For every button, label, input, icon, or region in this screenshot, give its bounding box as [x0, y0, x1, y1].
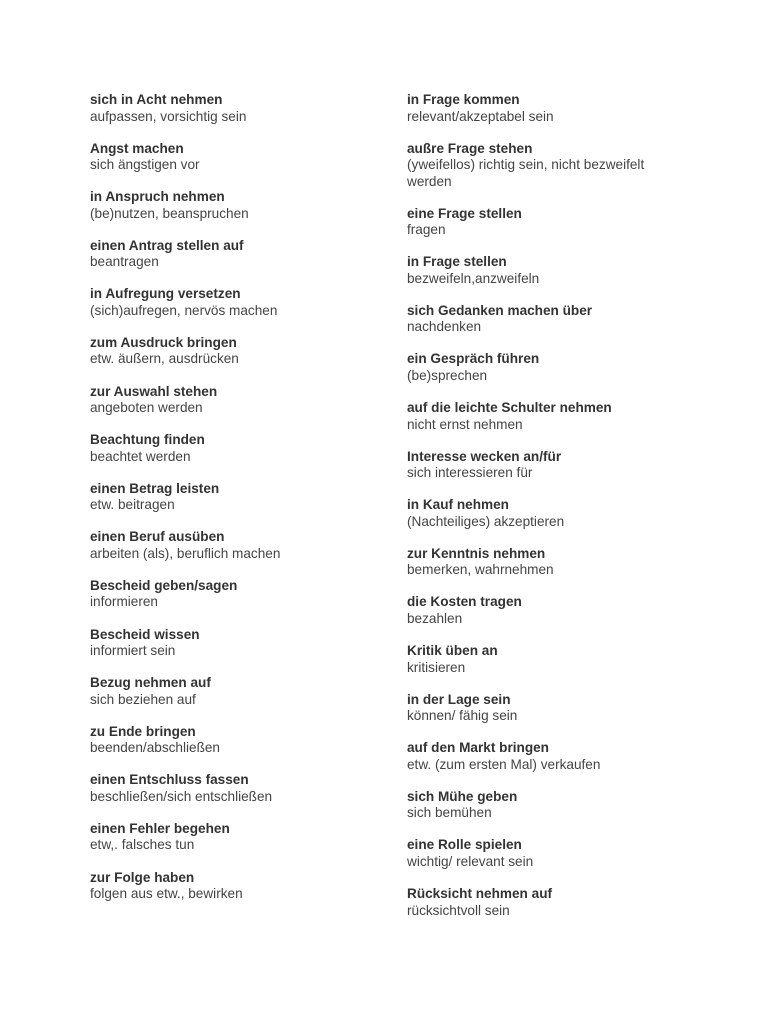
- vocab-entry: [90, 724, 390, 757]
- vocab-entry: [90, 481, 390, 514]
- entry-term: Bezug nehmen auf: [90, 675, 211, 691]
- left-column: [90, 92, 390, 918]
- entry-meaning: sich ängstigen vor: [90, 157, 200, 173]
- entry-term: zur Folge haben: [90, 869, 195, 885]
- entry-term: einen Antrag stellen auf: [90, 237, 244, 253]
- entry-meaning: beschließen/sich entschließen: [90, 788, 273, 804]
- entry-meaning: informiert sein: [90, 643, 176, 659]
- vocab-entry: [90, 189, 390, 222]
- vocab-entry: [407, 643, 707, 676]
- vocab-entry: [407, 400, 707, 433]
- entry-meaning: etw,. falsches tun: [90, 837, 195, 853]
- entry-term: Rücksicht nehmen auf: [407, 886, 553, 901]
- entry-term: Bescheid geben/sagen: [90, 577, 238, 593]
- entry-meaning: (be)nutzen, beanspruchen: [90, 205, 249, 221]
- entry-meaning: arbeiten (als), beruflich machen: [90, 545, 281, 561]
- vocab-entry: [407, 92, 707, 125]
- vocab-entry: [407, 740, 707, 773]
- vocab-entry: [407, 141, 707, 191]
- entry-meaning: bezahlen: [407, 610, 463, 626]
- vocab-entry: [90, 92, 390, 125]
- vocab-entry: [407, 254, 707, 287]
- entry-term: in Kauf nehmen: [407, 497, 509, 513]
- vocab-entry: [90, 627, 390, 660]
- vocab-entry: [90, 384, 390, 417]
- entry-meaning: beantragen: [90, 254, 159, 270]
- entry-term: in Aufregung versetzen: [90, 286, 241, 302]
- entry-meaning: nicht ernst nehmen: [407, 416, 523, 432]
- entry-meaning: etw. äußern, ausdrücken: [90, 351, 239, 367]
- vocab-entry: [407, 546, 707, 579]
- entry-meaning: sich bemühen: [407, 805, 492, 821]
- vocab-entry: [407, 449, 707, 482]
- right-column: [407, 92, 707, 935]
- vocab-entry: [90, 141, 390, 174]
- entry-term: Kritik üben an: [407, 643, 498, 659]
- entry-meaning: etw. (zum ersten Mal) verkaufen: [407, 756, 601, 772]
- entry-term: zur Auswahl stehen: [90, 383, 218, 399]
- vocab-entry: [90, 529, 390, 562]
- entry-term: eine Frage stellen: [407, 205, 522, 221]
- entry-meaning: beenden/abschließen: [90, 740, 220, 756]
- vocab-entry: [407, 692, 707, 725]
- entry-meaning: (yweifellos) richtig sein, nicht bezweifelt werden: [407, 157, 645, 189]
- entry-meaning: (be)sprechen: [407, 367, 488, 383]
- vocab-entry: [90, 675, 390, 708]
- entry-meaning: rücksichtvoll sein: [407, 902, 510, 918]
- entry-term: die Kosten tragen: [407, 594, 522, 610]
- entry-term: zur Kenntnis nehmen: [407, 545, 546, 561]
- vocab-entry: [407, 886, 707, 919]
- entry-meaning: (sich)aufregen, nervös machen: [90, 302, 278, 318]
- vocab-entry: [407, 837, 707, 870]
- vocab-entry: [90, 286, 390, 319]
- entry-term: in der Lage sein: [407, 691, 511, 707]
- entry-meaning: fragen: [407, 222, 446, 238]
- vocab-entry: [407, 351, 707, 384]
- entry-meaning: relevant/akzeptabel sein: [407, 108, 554, 124]
- entry-term: sich in Acht nehmen: [90, 92, 223, 107]
- vocab-entry: [90, 578, 390, 611]
- entry-meaning: informieren: [90, 594, 158, 610]
- entry-term: zu Ende bringen: [90, 723, 196, 739]
- entry-term: auf die leichte Schulter nehmen: [407, 400, 612, 416]
- entry-meaning: (Nachteiliges) akzeptieren: [407, 513, 565, 529]
- entry-term: auf den Markt bringen: [407, 740, 549, 756]
- entry-meaning: etw. beitragen: [90, 497, 175, 513]
- entry-term: zum Ausdruck bringen: [90, 334, 237, 350]
- entry-term: ein Gespräch führen: [407, 351, 540, 367]
- entry-term: einen Entschluss fassen: [90, 772, 249, 788]
- entry-meaning: können/ fähig sein: [407, 708, 518, 724]
- entry-term: außre Frage stehen: [407, 140, 533, 156]
- entry-meaning: bezweifeln,anzweifeln: [407, 270, 540, 286]
- vocab-entry: [90, 432, 390, 465]
- entry-term: einen Beruf ausüben: [90, 529, 225, 545]
- entry-meaning: angeboten werden: [90, 400, 203, 416]
- entry-meaning: aufpassen, vorsichtig sein: [90, 108, 247, 124]
- vocab-entry: [407, 789, 707, 822]
- entry-term: eine Rolle spielen: [407, 837, 522, 853]
- vocab-entry: [407, 594, 707, 627]
- vocab-entry: [407, 303, 707, 336]
- entry-meaning: kritisieren: [407, 659, 466, 675]
- vocab-entry: [90, 821, 390, 854]
- entry-term: sich Mühe geben: [407, 788, 518, 804]
- entry-meaning: sich beziehen auf: [90, 691, 196, 707]
- vocab-entry: [90, 335, 390, 368]
- entry-term: Interesse wecken an/für: [407, 448, 562, 464]
- entry-term: Beachtung finden: [90, 432, 205, 448]
- entry-term: einen Fehler begehen: [90, 820, 230, 836]
- entry-meaning: beachtet werden: [90, 448, 191, 464]
- entry-term: Bescheid wissen: [90, 626, 200, 642]
- entry-term: in Frage kommen: [407, 92, 520, 107]
- entry-term: sich Gedanken machen über: [407, 302, 593, 318]
- entry-meaning: wichtig/ relevant sein: [407, 853, 534, 869]
- entry-meaning: sich interessieren für: [407, 465, 533, 481]
- entry-meaning: nachdenken: [407, 319, 482, 335]
- vocab-entry: [90, 238, 390, 271]
- entry-meaning: folgen aus etw., bewirken: [90, 886, 243, 901]
- vocab-entry: [407, 497, 707, 530]
- entry-term: einen Betrag leisten: [90, 480, 220, 496]
- entry-term: in Anspruch nehmen: [90, 189, 225, 205]
- entry-term: in Frage stellen: [407, 254, 507, 270]
- entry-meaning: bemerken, wahrnehmen: [407, 562, 554, 578]
- entry-term: Angst machen: [90, 140, 184, 156]
- vocab-entry: [90, 870, 390, 903]
- vocab-entry: [90, 772, 390, 805]
- vocab-entry: [407, 206, 707, 239]
